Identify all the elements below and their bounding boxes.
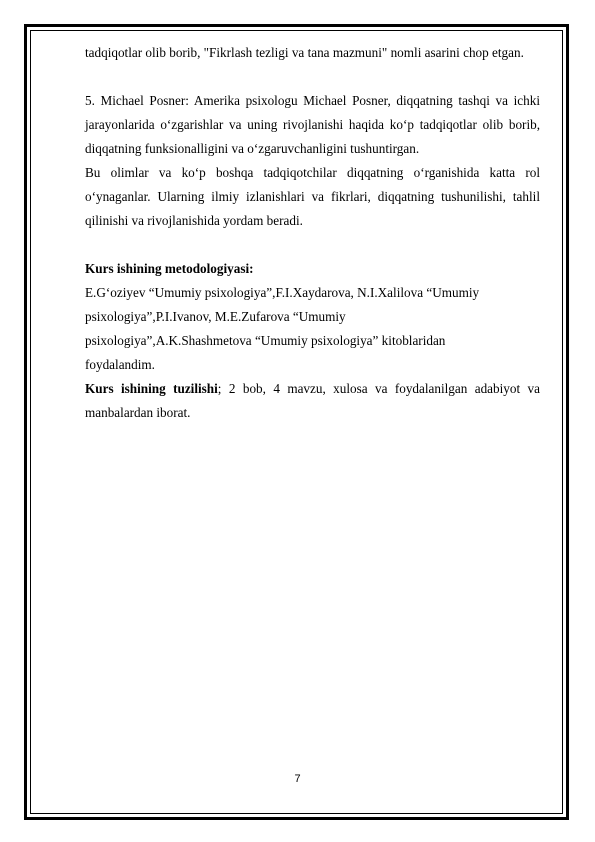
paragraph-intro-continuation: tadqiqotlar olib borib, "Fikrlash tezligi va tana mazmuni" nomli asarini chop etgan. — [85, 45, 524, 60]
paragraph-spacer — [85, 65, 540, 89]
methodology-line: psixologiya”,A.K.Shashmetova “Umumiy psixologiya” kitoblaridan — [85, 333, 446, 348]
methodology-line: psixologiya”,P.I.Ivanov, M.E.Zufarova “Umumiy — [85, 309, 346, 324]
methodology-line: E.G‘oziyev “Umumiy psixologiya”,F.I.Xaydarova, N.I.Xalilova “Umumiy — [85, 285, 480, 300]
methodology-heading: Kurs ishining metodologiyasi: — [85, 261, 254, 276]
structure-text: ; 2 bob, 4 mavzu, xulosa va foydalanilgan adabiyot va manbalardan iborat. — [85, 381, 540, 420]
paragraph-spacer — [85, 233, 540, 257]
paragraph-structure — [85, 377, 540, 425]
paragraph-posner: 5. Michael Posner: Amerika psixologu Michael Posner, diqqatning tashqi va ichki jarayonlarida oʻzgarishlar va uning rivojlanishi haqida koʻp tadqiqotlar olib borib, diqqatning funksionalligini va oʻzgaruvchanligini tushuntirgan. — [85, 93, 540, 156]
page-number: 7 — [294, 773, 301, 785]
paragraph-scientists-role: Bu olimlar va koʻp boshqa tadqiqotchilar diqqatning oʻrganishida katta rol oʻynaganlar. Ularning ilmiy izlanishlari va fikrlari, diqqatning tushunilishi, tahlil qilinishi va rivojlanishida yordam beradi. — [85, 165, 540, 228]
structure-label: Kurs ishining tuzilishi — [85, 381, 218, 396]
methodology-line: foydalandim. — [85, 357, 155, 372]
document-body — [85, 41, 540, 425]
